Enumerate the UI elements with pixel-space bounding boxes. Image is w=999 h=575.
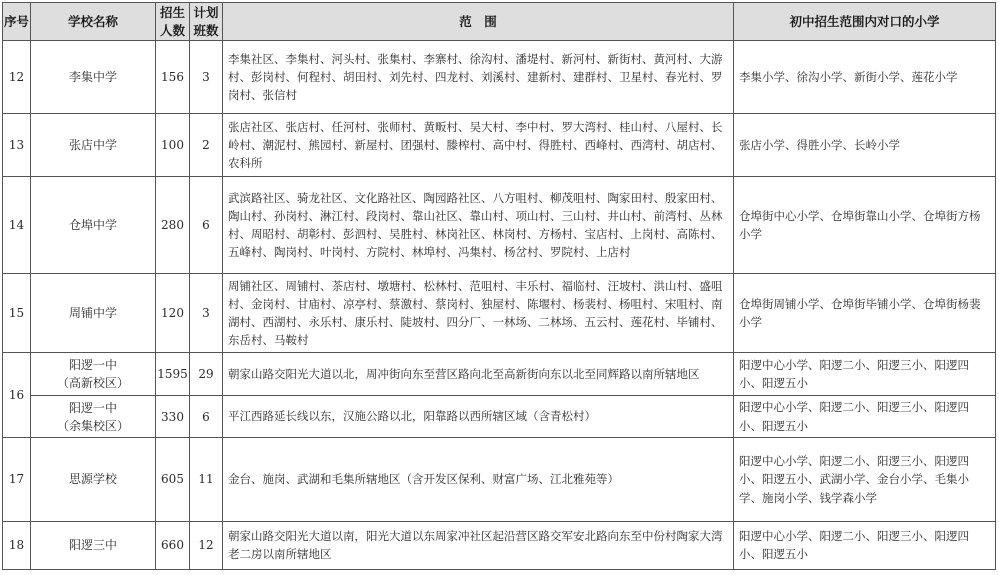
- school-cell: [31, 395, 156, 437]
- primary-cell: 阳逻中心小学、阳逻二小、阳逻三小、阳逻四小、阳逻五小、武湖小学、金台小学、毛集小学、施岗小学、钱学森小学: [734, 438, 996, 521]
- enroll-cell: 330: [156, 395, 190, 437]
- seq-cell: 12: [3, 41, 31, 114]
- seq-cell: 17: [3, 438, 31, 521]
- table-row: [3, 41, 996, 114]
- seq-cell: 14: [3, 176, 31, 274]
- table-row: [3, 114, 996, 176]
- enrollment-table: [2, 2, 996, 570]
- classes-cell: 6: [190, 395, 223, 437]
- header-enroll: 招生人数: [156, 3, 190, 41]
- seq-cell: 18: [3, 521, 31, 569]
- school-cell: 张店中学: [31, 114, 156, 176]
- enroll-cell: 100: [156, 114, 190, 176]
- seq-cell: 16: [3, 352, 31, 437]
- classes-cell: 29: [190, 352, 223, 395]
- header-row: [3, 3, 996, 41]
- primary-cell: 李集小学、徐沟小学、新街小学、莲花小学: [734, 41, 996, 114]
- school-name: 阳逻一中: [68, 357, 117, 372]
- header-school: 学校名称: [31, 3, 156, 41]
- school-cell: 思源学校: [31, 438, 156, 521]
- range-cell: 张店社区、张店村、任河村、张师村、黄畈村、吴大村、李中村、罗大湾村、桂山村、八屋村、长岭村、潮泥村、熊园村、新屋村、团强村、滕榨村、高中村、得胜村、西峰村、西湾村、胡店村、农科所: [223, 114, 734, 176]
- school-cell: 李集中学: [31, 41, 156, 114]
- school-campus: （高新校区）: [56, 375, 129, 390]
- range-cell: 周铺社区、周铺村、茶店村、墩塘村、松林村、范咀村、丰乐村、福临村、汪坡村、洪山村、盛咀村、金岗村、甘庙村、凉亭村、蔡激村、蔡岗村、独屋村、陈堰村、杨裴村、杨咀村、宋咀村、南湖村、西湖村、永乐村、康乐村、陡坡村、四分厂、一林场、二林场、五云村、莲花村、毕铺村、东岳村、马鞍村: [223, 274, 734, 352]
- range-cell: 金台、施岗、武湖和毛集所辖地区（含开发区保利、财富广场、江北雅苑等）: [223, 438, 734, 521]
- primary-cell: 阳逻中心小学、阳逻二小、阳逻三小、阳逻四小、阳逻五小: [734, 521, 996, 569]
- range-cell: 李集社区、李集村、河头村、张集村、李寨村、徐沟村、潘堤村、新河村、新街村、黄河村、大游村、彭岗村、何程村、胡田村、刘先村、四龙村、刘溪村、建新村、建群村、卫星村、春光村、罗岗村、张信村: [223, 41, 734, 114]
- enroll-cell: 120: [156, 274, 190, 352]
- classes-cell: 12: [190, 521, 223, 569]
- school-cell: [31, 352, 156, 395]
- school-cell: 周铺中学: [31, 274, 156, 352]
- seq-cell: 15: [3, 274, 31, 352]
- primary-cell: 张店小学、得胜小学、长岭小学: [734, 114, 996, 176]
- school-cell: 仓埠中学: [31, 176, 156, 274]
- enroll-cell: 605: [156, 438, 190, 521]
- table-row: [3, 395, 996, 437]
- school-cell: 阳逻三中: [31, 521, 156, 569]
- classes-cell: 11: [190, 438, 223, 521]
- header-range: 范 围: [223, 3, 734, 41]
- table-row: [3, 274, 996, 352]
- header-primary: 初中招生范围内对口的小学: [734, 3, 996, 41]
- primary-cell: 仓埠街周铺小学、仓埠街毕铺小学、仓埠街杨裴小学: [734, 274, 996, 352]
- enroll-cell: 156: [156, 41, 190, 114]
- table-row: [3, 352, 996, 395]
- range-cell: 平江西路延长线以东，汉施公路以北，阳靠路以西所辖区域（含青松村）: [223, 395, 734, 437]
- primary-cell: 仓埠街中心小学、仓埠街靠山小学、仓埠街方杨小学: [734, 176, 996, 274]
- range-cell: 朝家山路交阳光大道以南，阳光大道以东周家冲社区起沿营区路交军安北路向东至中份村陶家大湾老二房以南所辖地区: [223, 521, 734, 569]
- header-classes: 计划班数: [190, 3, 223, 41]
- classes-cell: 2: [190, 114, 223, 176]
- primary-cell: 阳逻中心小学、阳逻二小、阳逻三小、阳逻四小、阳逻五小: [734, 352, 996, 395]
- enroll-cell: 1595: [156, 352, 190, 395]
- school-name: 阳逻一中: [68, 400, 117, 415]
- range-cell: 武滨路社区、骑龙社区、文化路社区、陶园路社区、八方咀村、柳茂咀村、陶家田村、殷家田村、陶山村、孙岗村、淋江村、段岗村、靠山社区、靠山村、项山村、三山村、井山村、前湾村、丛林村、周昭村、胡彰村、彭泗村、吴胜村、林岗社区、林岗村、方杨村、宝店村、上岗村、高陈村、五峰村、陶岗村、叶岗村、方院村、林埠村、冯集村、杨岔村、罗院村、上店村: [223, 176, 734, 274]
- table-row: [3, 521, 996, 569]
- range-cell: 朝家山路交阳光大道以北，周冲街向东至营区路向北至高新街向东以北至同辉路以南所辖地区: [223, 352, 734, 395]
- primary-cell: 阳逻中心小学、阳逻二小、阳逻三小、阳逻四小、阳逻五小: [734, 395, 996, 437]
- header-seq: 序号: [3, 3, 31, 41]
- table-row: [3, 438, 996, 521]
- seq-cell: 13: [3, 114, 31, 176]
- enroll-cell: 660: [156, 521, 190, 569]
- school-campus: （余集校区）: [56, 418, 129, 433]
- classes-cell: 3: [190, 41, 223, 114]
- classes-cell: 6: [190, 176, 223, 274]
- enroll-cell: 280: [156, 176, 190, 274]
- classes-cell: 3: [190, 274, 223, 352]
- table-row: [3, 176, 996, 274]
